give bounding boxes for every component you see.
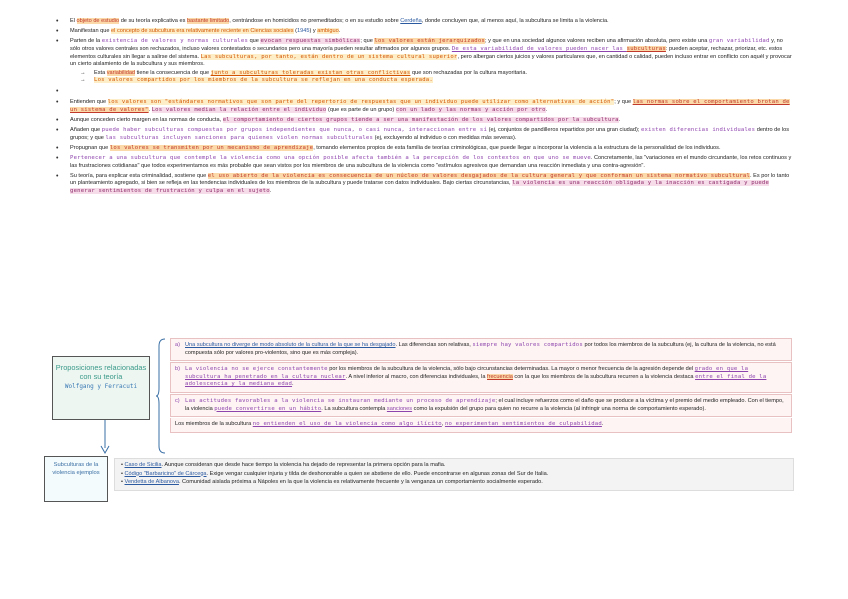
- propositions-list: [170, 338, 792, 434]
- text: por los miembros de la subcultura de la violencia, sólo bajo circunstancias determinadas. La mayor o menor frecuencia de la agresión depende del: [327, 366, 695, 373]
- sub-item: [80, 77, 792, 85]
- year: 1945: [297, 28, 310, 35]
- text: ) y: [309, 28, 318, 35]
- list-item: [52, 99, 792, 114]
- text: Entienden que: [70, 99, 108, 106]
- example-item: • Caso de Sicilia. Aunque consideran que desde hace tiempo la violencia ha dejado de representar la primera opción para la mafia.: [121, 462, 446, 468]
- text: . Comunidad aislada próxima a Nápoles en la que la violencia es relativamente frecuente y la venganza un comportamiento socialmente esperado.: [178, 479, 543, 486]
- highlight: Los valores compartidos por los miembros de la subcultura se reflejan en una conducta esperada.: [94, 77, 433, 84]
- text: Manifiestan que: [70, 28, 112, 35]
- highlight: las subculturas incluyen sanciones para quienes violen normas subculturales: [105, 134, 374, 141]
- highlight: bastante limitado: [186, 18, 230, 24]
- text: . Aunque consideran que desde hace tiempo la violencia ha dejado de representar la primera opción para la mafia.: [161, 462, 446, 468]
- highlight: no experimentan sentimientos de culpabilidad: [444, 421, 602, 428]
- text: . Las diferencias son relativas,: [395, 342, 473, 348]
- text: . La subcultura contempla: [321, 405, 387, 412]
- brace-icon: [156, 338, 166, 454]
- highlight: no entienden el uso de la violencia como algo ilícito: [252, 421, 442, 428]
- text: dentro de los grupos; y que: [70, 127, 790, 141]
- example-item: • Vendetta de Albanova. Comunidad aislada próxima a Nápoles en la que la violencia es relativamente frecuente y la venganza un comportamiento socialmente esperado.: [121, 479, 543, 486]
- highlight: entre el final de la adolescencia y la mediana edad: [185, 373, 767, 388]
- text: , donde concluyen que, al menos aquí, la subcultura se limita a la violencia.: [421, 18, 609, 24]
- proposition-letter: b): [175, 366, 180, 373]
- example-link[interactable]: Caso de Sicilia: [124, 462, 162, 468]
- propositions-box: [52, 356, 150, 420]
- text: Parten de la: [70, 38, 102, 45]
- text: .: [618, 116, 621, 123]
- example-link[interactable]: Vendetta de Albanova: [124, 479, 179, 486]
- document-body: [52, 18, 792, 198]
- text: . Concretamente, las "variaciones en el mundo circundante, los retos continuos y las frustraciones cotidianas" que todos experimentamos es más probable que sean vistos por los miembros de una subcultura de la violencia como "estímulos agresivos que demandan una reacción inmediata y una contra-agresión".: [70, 155, 792, 169]
- highlight: el uso abierto de la violencia es consecuencia de un núcleo de valores desgajados de la cultura general y que conforman un sistema normativo subcultural: [207, 172, 751, 179]
- list-item: [52, 117, 792, 125]
- example-item: • Código "Barbaricino" de Cárcega. Exige vengar cualquier injuria y tilda de deshonorable a quien se abstiene de ello. Puede encontrarse en algunas zonas del Sur de Italia.: [121, 470, 549, 477]
- list-item: [52, 173, 792, 196]
- text: (ej, excluyendo al individuo o con medidas más severas).: [373, 134, 517, 141]
- text: como la expulsión del grupo para quien no recurre a la violencia (al infringir una norma de comportamiento esperado).: [412, 405, 706, 412]
- proposition-letter: a): [175, 342, 180, 348]
- text: ; el cual incluye refuerzos como el daño que se produce a la víctima y el premio del medio empleado. Con el tiempo, la violencia: [185, 397, 784, 412]
- list-item: [52, 127, 792, 142]
- text: , centrándose en homicidios no premeditados; o en su estudio sobre: [229, 18, 401, 24]
- text: Añaden que: [70, 127, 102, 134]
- text: (: [293, 28, 297, 35]
- text: , tomando elementos propios de esta familia de teorías criminológicas, que puede llegar a incorporar la violencia a la estructura de la personalidad de los individuos.: [313, 144, 721, 151]
- highlight: Las subculturas, por tanto, están dentro de un sistema cultural superior: [200, 53, 458, 60]
- proposition-a: [170, 338, 792, 361]
- text: .: [292, 381, 294, 388]
- highlight: existen diferencias individuales: [640, 127, 756, 134]
- text: Los miembros de la subcultura: [175, 421, 253, 428]
- examples-list: [114, 458, 794, 491]
- text: .: [148, 106, 152, 113]
- highlight: ambiguo: [317, 28, 339, 35]
- text: ; y que: [614, 99, 633, 106]
- bullet-list: [52, 18, 792, 196]
- highlight: Pertenecer a una subcultura que contemple la violencia como una opción posible afecta también a la percepción de los contextos en que uno se mueve: [70, 155, 591, 162]
- highlight: Los valores median la relación entre el individuo: [151, 106, 327, 113]
- highlight: variabilidad: [106, 69, 136, 76]
- propositions-title: Proposiciones relacionadas con su teoría: [55, 363, 147, 381]
- spacer: [52, 88, 792, 97]
- highlight: De esta variabilidad de valores pueden nacer las: [451, 45, 627, 52]
- highlight: La violencia no se ejerce constantemente: [185, 366, 328, 373]
- highlight: los valores están jerarquizados: [374, 38, 485, 45]
- text: con la que los miembros de la subcultura recurren a la violencia destaca: [512, 373, 696, 380]
- text: ,: [441, 421, 445, 428]
- text: Su teoría, para explicar esta criminalidad, sostiene que: [70, 172, 208, 179]
- text: ; que: [360, 38, 375, 45]
- text: Aunque conceden cierto margen en las normas de conducta,: [70, 116, 223, 123]
- text: . Es por lo tanto un planteamiento agregado, si bien se refleja en las tendencias individuales de los miembros de la subcultura y puede tratarse con datos individuales. Bajo ciertas circunstancias,: [70, 172, 790, 187]
- text: .: [601, 421, 604, 428]
- text: Esta: [94, 69, 107, 76]
- highlight: sanciones: [386, 405, 413, 412]
- highlight: los valores se transmiten por un mecanismo de aprendizaje: [109, 144, 314, 151]
- highlight: con un lado y las normas y acción por otro: [395, 106, 546, 113]
- text: que son rechazadas por la cultura mayoritaria.: [410, 69, 528, 76]
- proposition-b: [170, 362, 792, 393]
- text: que: [248, 38, 261, 45]
- text: y, no sólo otros valores centrales son rechazados, incluso valores contestados o secundarios pero una mayoría pueden resultar afirmados por algunos grupos.: [70, 38, 783, 52]
- highlight: frecuencia: [487, 373, 513, 380]
- text: .: [545, 106, 548, 113]
- sub-item: [80, 70, 792, 78]
- text: El: [70, 18, 77, 24]
- proposition-letter: c): [175, 397, 180, 404]
- proposition-c: [170, 394, 792, 417]
- text: de su teoría explicativa es: [119, 18, 187, 24]
- text: (que es parte de un grupo): [326, 106, 396, 113]
- text: (ej, conjuntos de pandilleros repartidos por una gran ciudad);: [487, 127, 641, 134]
- proposition-d: [170, 418, 792, 433]
- highlight: los valores son "estándares normativos que son parte del repertorio de respuestas que un individuo puede utilizar como alternativas de acción": [107, 99, 615, 106]
- text: , pero albergan ciertos juicios y valores particulares que, en cantidad o calidad, pueden incluso entrar en conflicto con aquél y provocar un cierto aislamiento de la subcultura y sus miembros.: [70, 53, 792, 68]
- highlight: junto a subculturas toleradas existan otras conflictivas: [210, 69, 411, 76]
- highlight: gran variabilidad: [708, 38, 770, 45]
- propositions-authors: Wolfgang y Ferracuti: [64, 383, 138, 390]
- list-item: [52, 145, 792, 153]
- highlight: grado en que la subcultura ha penetrado en la cultura nuclear: [185, 366, 749, 380]
- highlight: el concepto de subcultura era relativamente reciente en Ciencias sociales: [111, 28, 294, 35]
- highlight: objeto de estudio: [76, 18, 120, 24]
- highlight: puede haber subculturas compuestas por grupos independientes que nunca, o casi nunca, interaccionan entre sí: [101, 127, 488, 134]
- sub-list: [80, 70, 792, 85]
- list-item: [52, 28, 792, 36]
- highlight: evocan respuestas simbólicas: [260, 38, 361, 45]
- examples-box: [44, 456, 108, 502]
- highlight: la violencia es una reacción obligada y la inacción es castigada y puede generar sentimientos de frustración y culpa en el sujeto: [70, 180, 770, 195]
- text: .: [269, 188, 272, 195]
- highlight: Las actitudes favorables a la violencia se instauran mediante un proceso de aprendizaje: [185, 397, 496, 404]
- link-cerdena[interactable]: Cerdeña: [400, 18, 422, 24]
- text: por todos los miembros de la subcultura (ej, la cultura de la violencia, no está compuesta sólo por valores pro-violentos, sino que es más compleja).: [185, 342, 776, 356]
- highlight: siempre hay valores compartidos: [472, 342, 583, 348]
- highlight: Una subcultura no diverge de modo absoluto de la cultura de la que se ha desgajado: [185, 342, 396, 348]
- text: . A nivel inferior al macro, con diferencias individuales, la: [345, 373, 488, 380]
- list-item: [52, 155, 792, 170]
- highlight: el comportamiento de ciertos grupos tiende a ser una manifestación de los valores compartidos por la subcultura: [222, 116, 619, 123]
- example-link[interactable]: Código "Barbaricino" de Cárcega: [124, 470, 207, 477]
- arrow-down-icon: [100, 420, 110, 454]
- highlight: puede convertirse en un hábito: [214, 405, 322, 412]
- highlight: las normas sobre el comportamiento brotan de un sistema de valores": [70, 99, 790, 113]
- text: Propugnan que: [70, 144, 110, 151]
- highlight: existencia de valores y normas culturales: [101, 38, 249, 45]
- text: . Exige vengar cualquier injuria y tilda de deshonorable a quien se abstiene de ello. Puede encontrarse en algunas zonas del Sur de Italia.: [206, 470, 549, 477]
- text: : pueden aceptar, rechazar, priorizar, etc. estos elementos culturales sin llegar a salirse del sistema.: [70, 45, 783, 60]
- text: tiene la consecuencia de que: [135, 69, 211, 76]
- list-item: [52, 38, 792, 85]
- text: ; y que en una sociedad algunos valores reciben una afirmación absoluta, pero existe una: [484, 38, 709, 45]
- examples-title: Subculturas de la violencia ejemplos: [52, 462, 100, 476]
- list-item: [52, 18, 792, 26]
- highlight: subculturas: [626, 45, 666, 52]
- text: .: [338, 28, 341, 35]
